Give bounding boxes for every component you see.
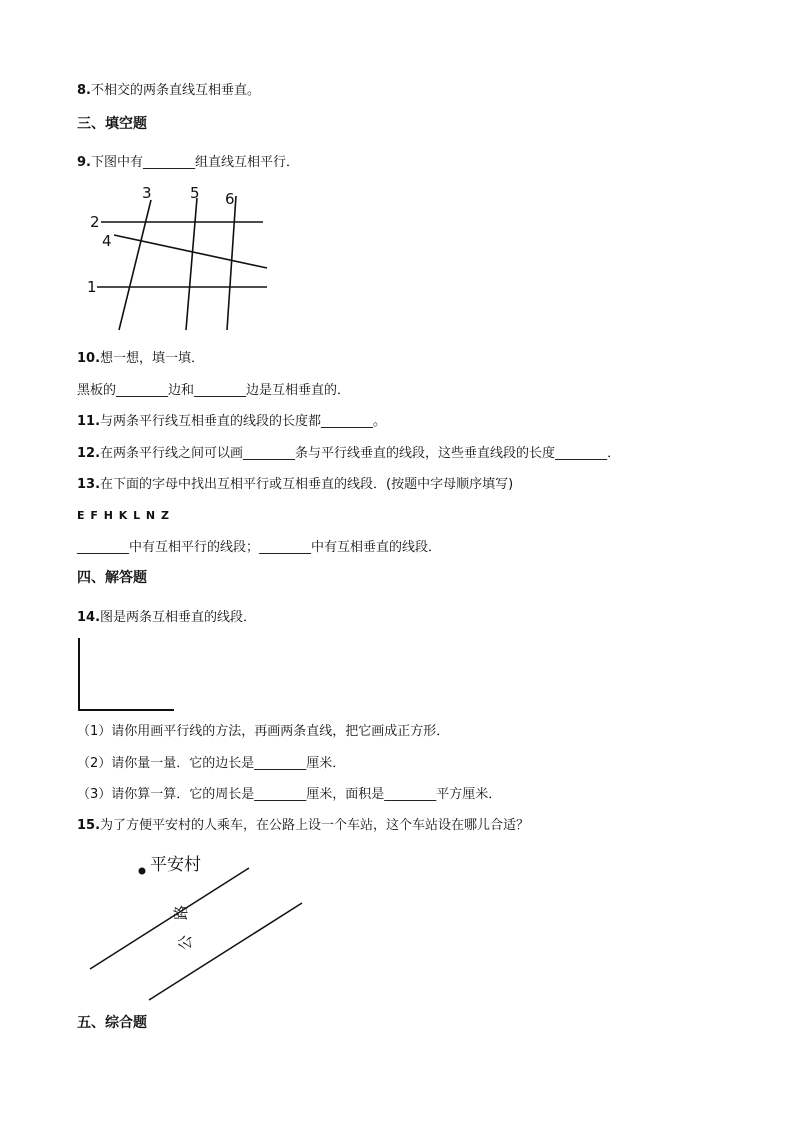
question-10 [77,350,204,368]
question-text: 条与平行线垂直的线段，这些垂直线段的长度 [295,446,556,461]
village-dot [139,868,146,875]
line-6 [227,196,236,330]
question-text: 为了方便平安村的人乘车，在公路上设一个车站，这个车站设在哪儿合适？ [100,818,530,833]
question-text: 。 [373,414,387,429]
question-number: 13. [77,477,101,492]
answer-blank[interactable]: ________ [194,383,247,398]
answer-blank[interactable]: ________ [77,540,129,555]
figure-label: 5 [190,184,200,202]
question-text: 黑板的 [77,383,117,398]
question-text: 下图中有 [90,155,143,170]
question-text: 边和 [168,383,195,398]
answer-blank[interactable]: ________ [254,787,307,802]
question-14-part-2 [77,755,345,773]
question-text: 想一想，填一填． [100,351,205,366]
village-label: 平安村 [150,855,201,875]
question-number: 8. [77,83,91,98]
question-text: ． [607,446,621,461]
figure-label: 2 [90,213,100,231]
question-text: 图是两条互相垂直的线段． [100,610,257,625]
section-heading-fill-in: 三、填空题 [77,116,147,132]
question-14-part-1: （1）请你用画平行线的方法，再画两条直线，把它画成正方形． [77,724,450,739]
road-label: 路 [172,904,190,920]
question-12 [77,445,620,463]
question-number: 9. [77,155,91,170]
answer-blank[interactable]: ________ [254,756,307,771]
question-number: 15. [77,818,101,833]
question-15 [77,817,529,835]
question-text: 平方厘米． [436,787,502,802]
question-number: 11. [77,414,101,429]
answer-blank[interactable]: ________ [116,383,169,398]
perpendicular-segments-figure [78,638,174,711]
figure-label: 1 [87,278,97,296]
question-11 [77,413,386,431]
answer-blank[interactable]: ________ [384,787,437,802]
question-number: 12. [77,446,101,461]
question-text: 厘米． [306,756,346,771]
question-text: （3）请你算一算．它的周长是 [77,787,255,802]
question-text: （2）请你量一量．它的边长是 [77,756,255,771]
section-heading-answer: 四、解答题 [77,570,147,586]
question-text: 不相交的两条直线互相垂直。 [90,83,260,98]
answer-blank[interactable]: ________ [143,155,195,170]
question-text: 与两条平行线互相垂直的线段的长度都 [100,414,322,429]
section-heading-comprehensive: 五、综合题 [77,1015,147,1031]
question-10-fill [77,382,350,400]
figure-label: 6 [225,190,235,208]
answer-blank[interactable]: ________ [555,446,608,461]
question-number: 14. [77,610,101,625]
answer-blank[interactable]: ________ [259,540,312,555]
letters-row: E F H K L N Z [77,509,170,522]
figure-label: 3 [142,184,152,202]
question-text: 在两条平行线之间可以画 [100,446,244,461]
line-3 [119,200,151,330]
figure-label: 4 [102,232,112,250]
question-text: 在下面的字母中找出互相平行或互相垂直的线段．(按题中字母顺序填写) [100,477,514,492]
line-4 [114,235,267,268]
question-number: 10. [77,351,101,366]
road-figure [90,868,302,1000]
question-13 [77,476,513,494]
question-14-part-3 [77,786,501,804]
question-text: 中有互相垂直的线段． [311,540,442,555]
road-label: 公 [176,934,194,950]
question-text: 中有互相平行的线段； [129,540,260,555]
question-14 [77,609,256,627]
question-13-fill [77,539,441,557]
answer-blank[interactable]: ________ [243,446,296,461]
line-5 [186,198,197,330]
question-text: 厘米，面积是 [306,787,385,802]
question-text: 组直线互相平行． [195,155,300,170]
question-text: 边是互相垂直的． [246,383,351,398]
answer-blank[interactable]: ________ [321,414,374,429]
